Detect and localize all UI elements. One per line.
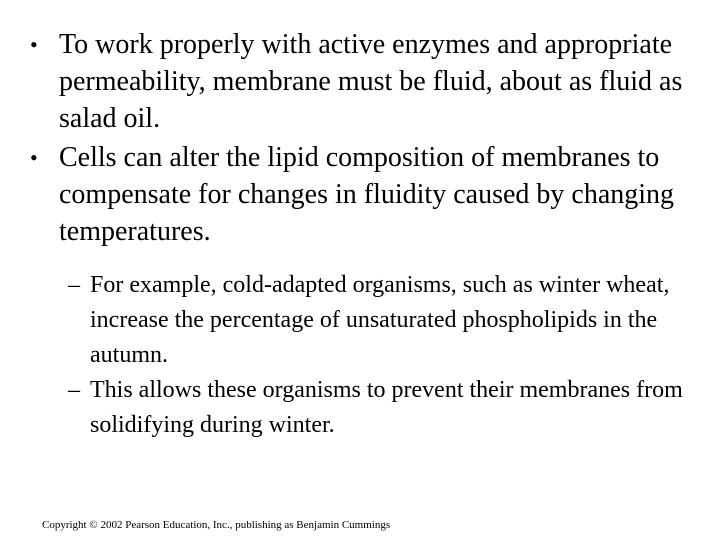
bullet-text: To work properly with active enzymes and appropriate permeability, membrane must be fluid, about as fluid as salad oil. — [59, 29, 683, 134]
sub-bullet-list — [68, 268, 708, 443]
bullet-item — [30, 26, 700, 137]
dash-icon: – — [68, 377, 80, 403]
sub-bullet-item — [68, 268, 708, 373]
sub-bullet-text: This allows these organisms to prevent their membranes from solidifying during winter. — [90, 377, 683, 438]
bullet-icon: • — [30, 145, 38, 170]
sub-bullet-text: For example, cold-adapted organisms, such as winter wheat, increase the percentage of unsaturated phospholipids in the autumn. — [90, 272, 670, 368]
dash-icon: – — [68, 272, 80, 298]
bullet-icon: • — [30, 32, 38, 57]
main-bullet-list — [30, 26, 700, 252]
bullet-item — [30, 139, 700, 250]
copyright-footer: Copyright © 2002 Pearson Education, Inc., publishing as Benjamin Cummings — [42, 519, 391, 531]
sub-bullet-item — [68, 373, 708, 443]
bullet-text: Cells can alter the lipid composition of membranes to compensate for changes in fluidity caused by changing temperatures. — [59, 142, 675, 247]
